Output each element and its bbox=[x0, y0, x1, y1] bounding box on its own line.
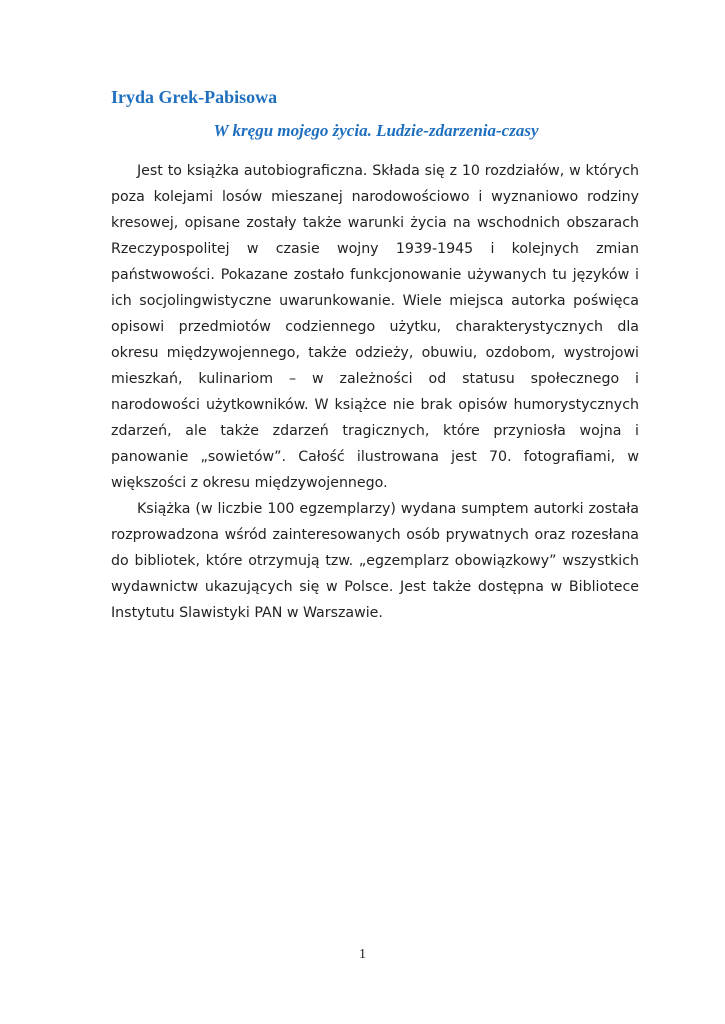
body-text bbox=[111, 158, 639, 626]
author-name: Iryda Grek-Pabisowa bbox=[111, 87, 278, 107]
page-number: 1 bbox=[359, 947, 366, 962]
paragraph-description: Jest to książka autobiograficzna. Składa się z 10 rozdziałów, w których poza kolejami losów mieszanej narodowościowo i wyznaniowo rodziny kresowej, opisane zostały także warunki życia na wschodnich obszarach Rzeczypospolitej w czasie wojny 1939-1945 i kolejnych zmian państwowości. Pokazane zostało funkcjonowanie używanych tu języków i ich socjolingwistyczne uwarunkowanie. Wiele miejsca autorka poświęca opisowi przedmiotów codziennego użytku, charakterystycznych dla okresu międzywojennego, także odzieży, obuwiu, ozdobom, wystrojowi mieszkań, kulinariom – w zależności od statusu społecznego i narodowości użytkowników. W książce nie brak opisów humorystycznych zdarzeń, ale także zdarzeń tragicznych, które przyniosła wojna i panowanie „sowietów”. Całość ilustrowana jest 70. fotografiami, w większości z okresu międzywojennego. bbox=[111, 163, 639, 491]
paragraph-distribution: Książka (w liczbie 100 egzemplarzy) wydana sumptem autorki została rozprowadzona wśród zainteresowanych osób prywatnych oraz rozesłana do bibliotek, które otrzymują tzw. „egzemplarz obowiązkowy” wszystkich wydawnictw ukazujących się w Polsce. Jest także dostępna w Bibliotece Instytutu Slawistyki PAN w Warszawie. bbox=[111, 501, 639, 621]
book-title: W kręgu mojego życia. Ludzie-zdarzenia-czasy bbox=[213, 121, 539, 140]
